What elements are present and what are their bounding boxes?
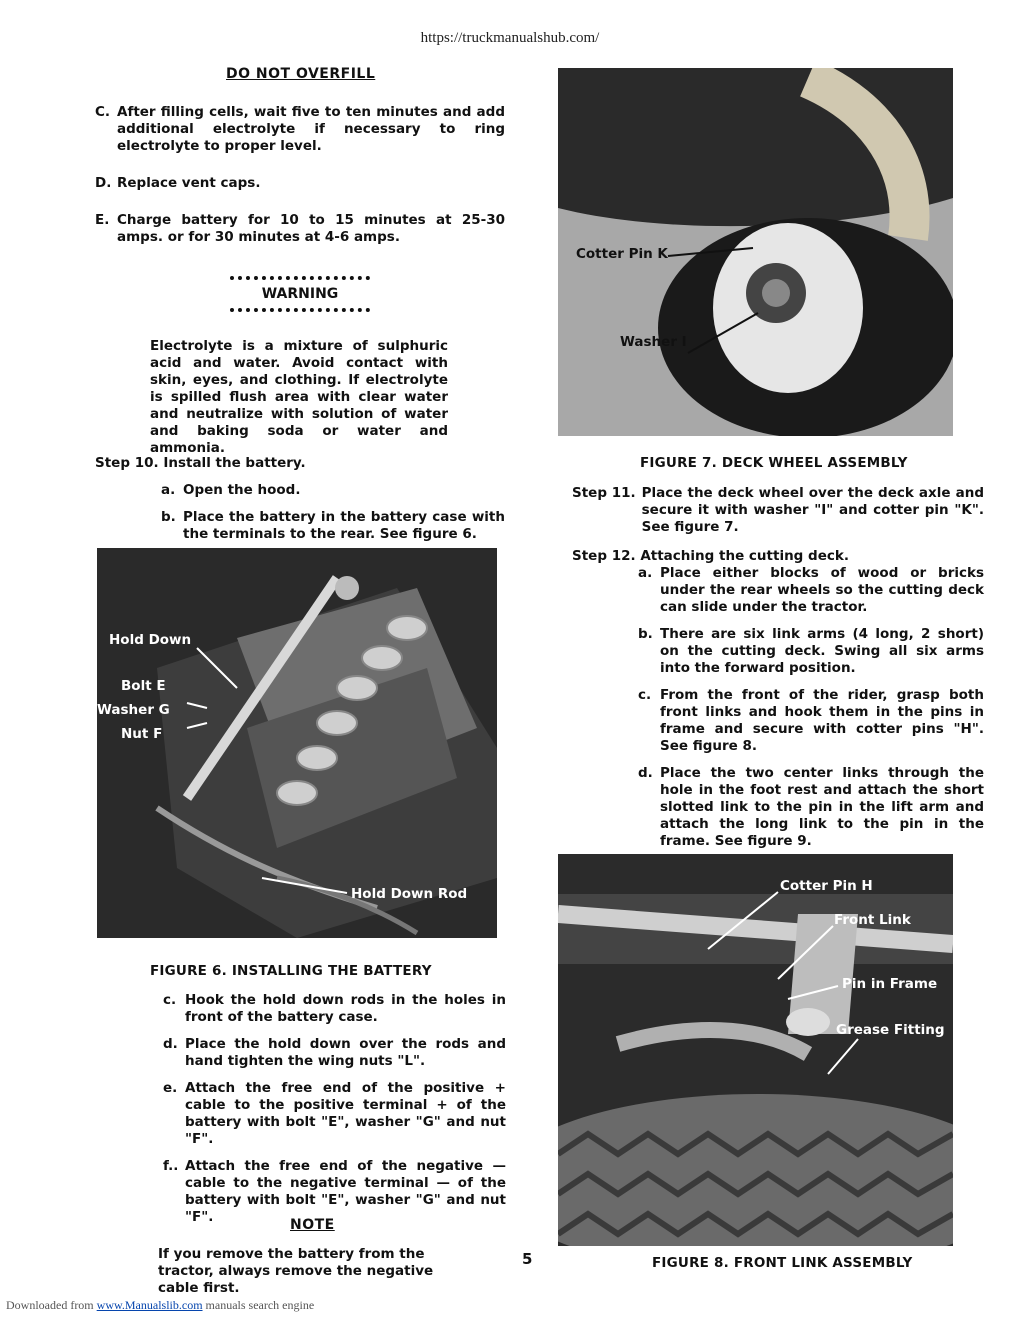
figure-8-caption: FIGURE 8. FRONT LINK ASSEMBLY	[652, 1255, 913, 1271]
item-label: c.	[163, 992, 177, 1008]
item-text: Charge battery for 10 to 15 minutes at 25-30 amps. or for 30 minutes at 4-6 amps.	[117, 212, 505, 245]
item-label: D.	[95, 175, 112, 191]
callout-pin-in-frame: Pin in Frame	[842, 976, 938, 992]
item-label: b.	[638, 626, 653, 642]
footer	[6, 1298, 314, 1313]
item-text: Place the battery in the battery case with the terminals to the rear. See figure 6.	[183, 509, 505, 542]
item-label: b.	[161, 509, 176, 525]
list-item	[95, 212, 505, 246]
item-label: a.	[638, 565, 653, 581]
step-title: Attaching the cutting deck.	[640, 548, 849, 564]
callout-bolt-e: Bolt E	[121, 678, 166, 694]
step-10	[95, 455, 505, 543]
list-item	[638, 765, 984, 850]
callout-nut-f: Nut F	[121, 726, 163, 742]
item-label: e.	[163, 1080, 178, 1096]
figure-8-photo	[558, 854, 953, 1246]
item-text: Replace vent caps.	[117, 175, 261, 191]
page-number: 5	[522, 1250, 533, 1268]
step-12	[572, 548, 984, 850]
callout-cotter-pin-k: Cotter Pin K	[576, 246, 668, 262]
warning-text: Electrolyte is a mixture of sulphuric acid and water. Avoid contact with skin, eyes, and clothing. If electrolyte is spilled flush area with clear water and neutralize with solution of water and baking soda or water and ammonia.	[150, 338, 448, 456]
callout-hold-down-rod: Hold Down Rod	[351, 886, 468, 902]
item-text: After filling cells, wait five to ten minutes and add additional electrolyte if necessary to ring electrolyte to proper level.	[117, 104, 505, 154]
item-label: c.	[638, 687, 652, 703]
item-label: C.	[95, 104, 111, 120]
item-text: Attach the free end of the positive + cable to the positive terminal + of the battery with bolt "E", washer "G" and nut "F".	[185, 1080, 506, 1147]
footer-suffix: manuals search engine	[205, 1298, 315, 1312]
list-item	[163, 992, 506, 1026]
list-item	[161, 482, 505, 499]
callout-washer-g: Washer G	[97, 702, 170, 718]
step-label: Step 11.	[572, 485, 636, 501]
list-item	[163, 1080, 506, 1148]
figure-7-photo	[558, 68, 953, 436]
item-label: d.	[163, 1036, 178, 1052]
list-item	[638, 565, 984, 616]
figure-6-caption: FIGURE 6. INSTALLING THE BATTERY	[150, 963, 432, 979]
item-text: Place either blocks of wood or bricks under the rear wheels so the cutting deck can slide under the tractor.	[660, 565, 984, 615]
do-not-overfill-heading: DO NOT OVERFILL	[226, 66, 376, 82]
figure-6-photo	[97, 548, 497, 938]
note-text: If you remove the battery from the tractor, always remove the negative cable first.	[158, 1246, 434, 1296]
step-title: Install the battery.	[163, 455, 306, 471]
list-item	[638, 687, 984, 755]
step-label: Step 12.	[572, 548, 636, 564]
callout-front-link: Front Link	[834, 912, 911, 928]
callout-hold-down: Hold Down	[109, 632, 192, 648]
callout-grease-fitting: Grease Fitting	[836, 1022, 945, 1038]
item-text: Place the two center links through the hole in the foot rest and attach the short slotted link to the pin in the lift arm and attach the long link to the pin in the frame. See figure 9.	[660, 765, 984, 849]
list-item	[95, 175, 505, 192]
list-item	[161, 509, 505, 543]
figure-7-caption: FIGURE 7. DECK WHEEL ASSEMBLY	[640, 455, 908, 471]
list-item	[163, 1158, 506, 1226]
warning-box	[230, 276, 370, 312]
callout-washer-i: Washer I	[620, 334, 687, 350]
item-label: a.	[161, 482, 176, 498]
step-label: Step 10.	[95, 455, 159, 471]
list-item	[95, 104, 505, 155]
step-text: Place the deck wheel over the deck axle and secure it with washer "I" and cotter pin "K". See figure 7.	[641, 485, 984, 535]
callout-cotter-pin-h: Cotter Pin H	[780, 878, 873, 894]
item-text: Attach the free end of the negative — cable to the negative terminal — of the battery with bolt "E", washer "G" and nut "F".	[185, 1158, 506, 1225]
step-11	[572, 485, 984, 536]
item-label: f..	[163, 1158, 179, 1174]
battery-photo-illustration	[97, 548, 497, 938]
item-text: Place the hold down over the rods and hand tighten the wing nuts "L".	[185, 1036, 506, 1069]
footer-link[interactable]: www.Manualslib.com	[96, 1298, 203, 1312]
item-label: d.	[638, 765, 653, 781]
header-url[interactable]: https://truckmanualshub.com/	[420, 30, 600, 46]
item-text: From the front of the rider, grasp both front links and hook them in the pins in frame and secure with cotter pins "H". See figure 8.	[660, 687, 984, 754]
item-label: E.	[95, 212, 110, 228]
item-text: Open the hood.	[183, 482, 301, 498]
list-item	[163, 1036, 506, 1070]
warning-title: WARNING	[261, 286, 339, 302]
item-text: Hook the hold down rods in the holes in front of the battery case.	[185, 992, 506, 1025]
list-item	[638, 626, 984, 677]
footer-prefix: Downloaded from	[6, 1298, 94, 1312]
item-text: There are six link arms (4 long, 2 short) on the cutting deck. Swing all six arms into the forward position.	[660, 626, 984, 676]
note-heading: NOTE	[290, 1217, 335, 1233]
battery-cable-steps	[163, 992, 506, 1226]
fill-steps-list	[95, 104, 505, 246]
